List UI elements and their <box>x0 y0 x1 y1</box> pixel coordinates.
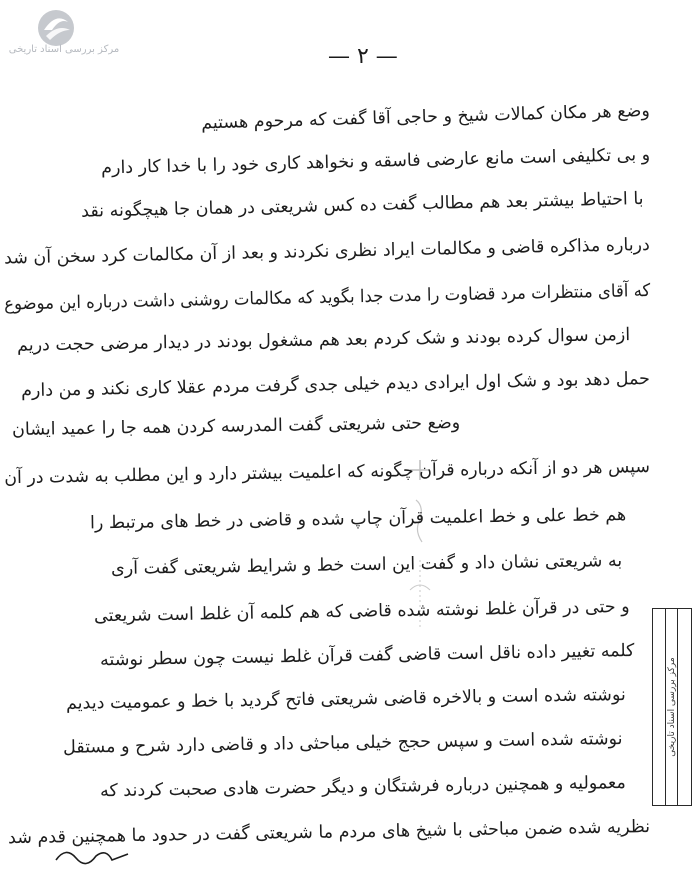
archive-name: مرکز بررسی اسناد تاریخی <box>8 44 120 55</box>
text-line-5: که آقای منتظرات مرد قضاوت را مدت جدا بگوید که مکالمات روشنی داشت درباره این موضوع <box>3 281 651 315</box>
text-line-6: ازمن سوال کرده بودند و شک کردم بعد هم مشغول بودند در دیدار مرضی حجت دریم <box>16 325 631 356</box>
text-line-7: حمل دهد بود و شک اول ایرادی دیدم خیلی جدی گرفت مردم عقلا کاری نکند و من دارم <box>21 369 651 402</box>
text-line-10: هم خط علی و خط اعلمیت قرآن چاپ شده و قاضی در خط های مرتبط را <box>89 505 627 534</box>
text-line-14: نوشته شده است و بالاخره قاضی شریعتی فاتح گردید با خط و عمومیت دیدیم <box>66 685 627 714</box>
signature-mark-icon <box>52 842 132 868</box>
archive-logo-icon <box>34 8 78 48</box>
text-line-8: وضع حتی شریعتی گفت المدرسه کردن همه جا را عمید ایشان <box>11 413 461 441</box>
page-number: — ۲ — <box>328 44 398 69</box>
text-line-4: درباره مذاکره قاضی و مکالمات ایراد نظری نکردند و بعد از آن مکالمات کرد سخن آن شد <box>4 235 651 269</box>
text-line-9: سپس هر دو از آنکه درباره قرآن چگونه که اعلمیت بیشتر دارد و این مطلب به شدت در آن <box>4 457 651 489</box>
text-line-1: وضع هر مکان کمالات شیخ و حاجی آقا گفت که مرحوم هستیم <box>201 101 651 134</box>
text-line-3: با احتیاط بیشتر بعد هم مطالب گفت ده کس شریعتی در همان جا هیچگونه نقد <box>81 189 645 222</box>
handwritten-body <box>4 96 650 880</box>
text-line-15: نوشته شده است و سپس حجج خیلی مباحثی داد و قاضی دارد شرح و مستقل <box>62 729 623 758</box>
text-line-2: و بی تکلیفی است مانع عارضی فاسقه و نخواهد کاری خود را با خدا کار دارم <box>100 145 651 179</box>
text-line-16: معمولیه و همچنین درباره فرشتگان و دیگر حضرت هادی صحبت کردند که <box>100 773 627 802</box>
margin-label-text: مرکز بررسی اسناد تاریخی <box>667 657 677 757</box>
text-line-17: نظریه شده ضمن مباحثی با شیخ های مردم ما شریعتی گفت در حدود ما همچنین قدم شد <box>7 817 651 849</box>
text-line-12: و حتی در قرآن غلط نوشته شده قاضی که هم کلمه آن غلط است شریعتی <box>94 597 631 627</box>
archive-margin-label <box>652 608 692 806</box>
text-line-13: کلمه تغییر داده ناقل است قاضی گفت قرآن غلط نیست چون سطر نوشته <box>99 641 635 671</box>
text-line-11: به شریعتی نشان داد و گفت این است خط و شرایط شریعتی گفت آری <box>110 551 623 580</box>
